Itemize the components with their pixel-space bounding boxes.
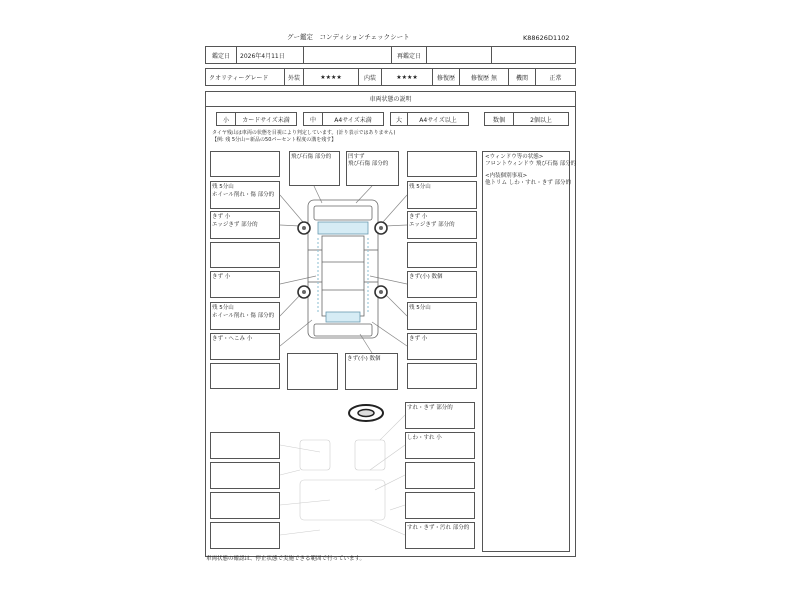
- sheet-code: K88626D1102: [523, 34, 570, 42]
- label-top-center-right-2: 飛び石傷 部分的: [348, 161, 389, 167]
- appraisal-date-value: 2026年4月11日: [236, 46, 304, 64]
- label-left-5a: 残 5分山: [212, 305, 234, 311]
- legend-count-desc: 2個以上: [513, 112, 569, 126]
- label-left-6: きず・へこみ 小: [212, 336, 253, 342]
- sheet-title: グー鑑定 コンディションチェックシート: [287, 33, 410, 41]
- legend-count: 数個: [484, 112, 514, 126]
- engine-value: 正常: [535, 68, 576, 86]
- legend-medium: 中: [303, 112, 323, 126]
- legend-medium-desc: A4サイズ未満: [322, 112, 384, 126]
- label-right-5: 残 5分山: [409, 305, 431, 311]
- reappraisal-label: 再鑑定日: [391, 46, 427, 64]
- label-bottom-center: きず(小) 数個: [347, 356, 381, 362]
- repair-history-value: 修復歴 無: [459, 68, 509, 86]
- repair-history-label: 修復歴: [432, 68, 460, 86]
- label-right-6: きず 小: [409, 336, 428, 342]
- exterior-stars: ★★★★: [303, 68, 359, 86]
- label-interior-2: しわ・すれ 小: [407, 435, 442, 441]
- label-interior-5: すれ・きず・汚れ 部分的: [407, 525, 470, 531]
- notes-interior-desc: 他トリム しわ・すれ・きず 部分的: [485, 180, 571, 186]
- interior-stars: ★★★★: [381, 68, 433, 86]
- tire-note-example: 【例: 残 5分山＝新品の50パーセント程度の溝を残す】: [212, 137, 337, 143]
- label-left-2a: きず 小: [212, 214, 231, 220]
- label-top-center-left: 飛び石傷 部分的: [291, 154, 332, 160]
- label-right-2a: きず 小: [409, 214, 428, 220]
- label-interior-1: すれ・きず 部分的: [407, 405, 453, 411]
- label-left-2b: エッジきず 部分的: [212, 222, 258, 228]
- label-right-1: 残 5分山: [409, 184, 431, 190]
- notes-window-title: <ウィンドウ等の状態>: [485, 154, 544, 160]
- label-left-1b: ホイール削れ・傷 部分的: [212, 192, 275, 198]
- legend-small-desc: カードサイズ未満: [235, 112, 297, 126]
- notes-window-desc: フロントウィンドウ 飛び石傷 部分的: [485, 161, 577, 167]
- label-left-4: きず 小: [212, 274, 231, 280]
- tire-note: タイヤ残山は車両の状態を目視により判定しています。(計り表示ではありません): [212, 130, 396, 136]
- label-top-center-right-1: 凹すず: [348, 154, 365, 160]
- steering-wheel-icon: [349, 405, 383, 421]
- quality-grade-label: クオリティーグレード: [205, 68, 285, 86]
- label-right-4: きず(小) 数個: [409, 274, 443, 280]
- label-left-5b: ホイール削れ・傷 部分的: [212, 313, 275, 319]
- exterior-label: 外装: [284, 68, 304, 86]
- label-left-1a: 残 5分山: [212, 184, 234, 190]
- section-title: 車両状態の説明: [205, 91, 576, 107]
- legend-large: 大: [390, 112, 408, 126]
- engine-label: 機関: [508, 68, 536, 86]
- legend-large-desc: A4サイズ以上: [407, 112, 469, 126]
- appraisal-date-label: 鑑定日: [205, 46, 237, 64]
- notes-interior-title: <内装個別事項>: [485, 173, 528, 179]
- interior-label: 内装: [358, 68, 382, 86]
- legend-small: 小: [216, 112, 236, 126]
- label-right-2b: エッジきず 部分的: [409, 222, 455, 228]
- footer-note: 車両状態の確認は、停止状態で実施できる範囲で行っています。: [206, 556, 366, 562]
